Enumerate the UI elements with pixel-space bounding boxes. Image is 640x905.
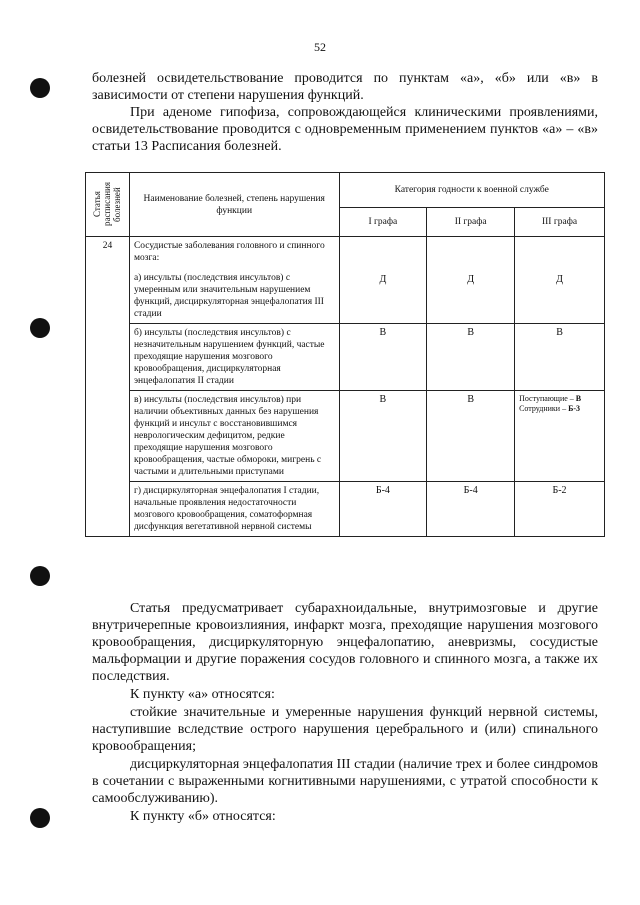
row-v-graph1: В: [339, 391, 427, 482]
row-a-graph3: Д: [515, 237, 605, 324]
binder-hole: [30, 566, 50, 586]
body-paragraph-5: К пункту «б» относятся:: [130, 809, 276, 824]
body-paragraph-1: Статья предусматривает субарахноидальные, внутримозговые и другие внутричерепные кровоизлияния, инфаркт мозга, преходящие нарушения мозгового кровообращения, дисциркуляторную энцефалопатию, аневризмы, сосудистые мальформации и другие поражения сосудов головного и спинного мозга, а также их последствия.: [92, 601, 598, 684]
binder-hole: [30, 808, 50, 828]
row-a-graph2: Д: [427, 237, 515, 324]
disease-schedule-table: [85, 172, 605, 537]
intro-paragraph-1: болезней освидетельствование проводится по пунктам «а», «б» или «в» в зависимости от степени нарушения функций.: [92, 71, 598, 103]
page-number: 52: [314, 40, 326, 54]
row-v-graph2: В: [427, 391, 515, 482]
col1-header: I графа: [339, 208, 427, 237]
body-paragraph-2: К пункту «а» относятся:: [130, 687, 275, 702]
table-row: [86, 391, 605, 482]
row-b-graph3: В: [515, 324, 605, 391]
table-row: [86, 482, 605, 537]
table-header-row: [86, 173, 605, 208]
row-g-graph2: Б-4: [427, 482, 515, 537]
row-a-graph1: Д: [339, 237, 427, 324]
intro-paragraph-2: При аденоме гипофиза, сопровождающейся клиническими проявлениями, освидетельствование проводится с одновременным применением пунктов «а» – «в» статьи 13 Расписания болезней.: [92, 105, 598, 154]
article-header: Статья расписания болезней: [86, 173, 130, 237]
row-g-graph1: Б-4: [339, 482, 427, 537]
body-paragraph-4: дисциркуляторная энцефалопатия III стадии (наличие трех и более синдромов в сочетании с выраженными когнитивными нарушениями, с утратой способности к самообслуживанию).: [92, 757, 598, 806]
name-header: Наименование болезней, степень нарушения функции: [129, 173, 339, 237]
row-g-graph3: Б-2: [515, 482, 605, 537]
row-b-graph2: В: [427, 324, 515, 391]
row-a-text: Сосудистые заболевания головного и спинного мозга: а) инсульты (последствия инсультов) с умеренным или значительным нарушением функций, дисциркуляторная энцефалопатия III стадии: [129, 237, 339, 324]
col3-header: III графа: [515, 208, 605, 237]
col2-header: II графа: [427, 208, 515, 237]
table-row: [86, 324, 605, 391]
binder-hole: [30, 318, 50, 338]
row-b-text: б) инсульты (последствия инсультов) с незначительным нарушением функций, частые преходящие нарушения мозгового кровообращения, дисциркуляторная энцефалопатия II стадии: [129, 324, 339, 391]
row-g-text: г) дисциркуляторная энцефалопатия I стадии, начальные проявления недостаточности мозгового кровообращения, соматоформная дисфункция вегетативной нервной системы: [129, 482, 339, 537]
row-v-graph3: Поступающие – В Сотрудники – Б-3: [515, 391, 605, 482]
binder-hole: [30, 78, 50, 98]
body-paragraph-3: стойкие значительные и умеренные нарушения функций нервной системы, наступившие вследствие острого нарушения церебрального и (или) спинального кровообращения;: [92, 705, 598, 754]
row-v-text: в) инсульты (последствия инсультов) при наличии объективных данных без нарушения функций и инсульт с восстановившимся неврологическим дефицитом, редкие преходящие нарушения мозгового кровообращения, частые обмороки, мигрень с частыми и длительными приступами: [129, 391, 339, 482]
article-number: 24: [86, 237, 130, 537]
category-header: Категория годности к военной службе: [339, 173, 605, 208]
row-b-graph1: В: [339, 324, 427, 391]
table-row: [86, 237, 605, 324]
